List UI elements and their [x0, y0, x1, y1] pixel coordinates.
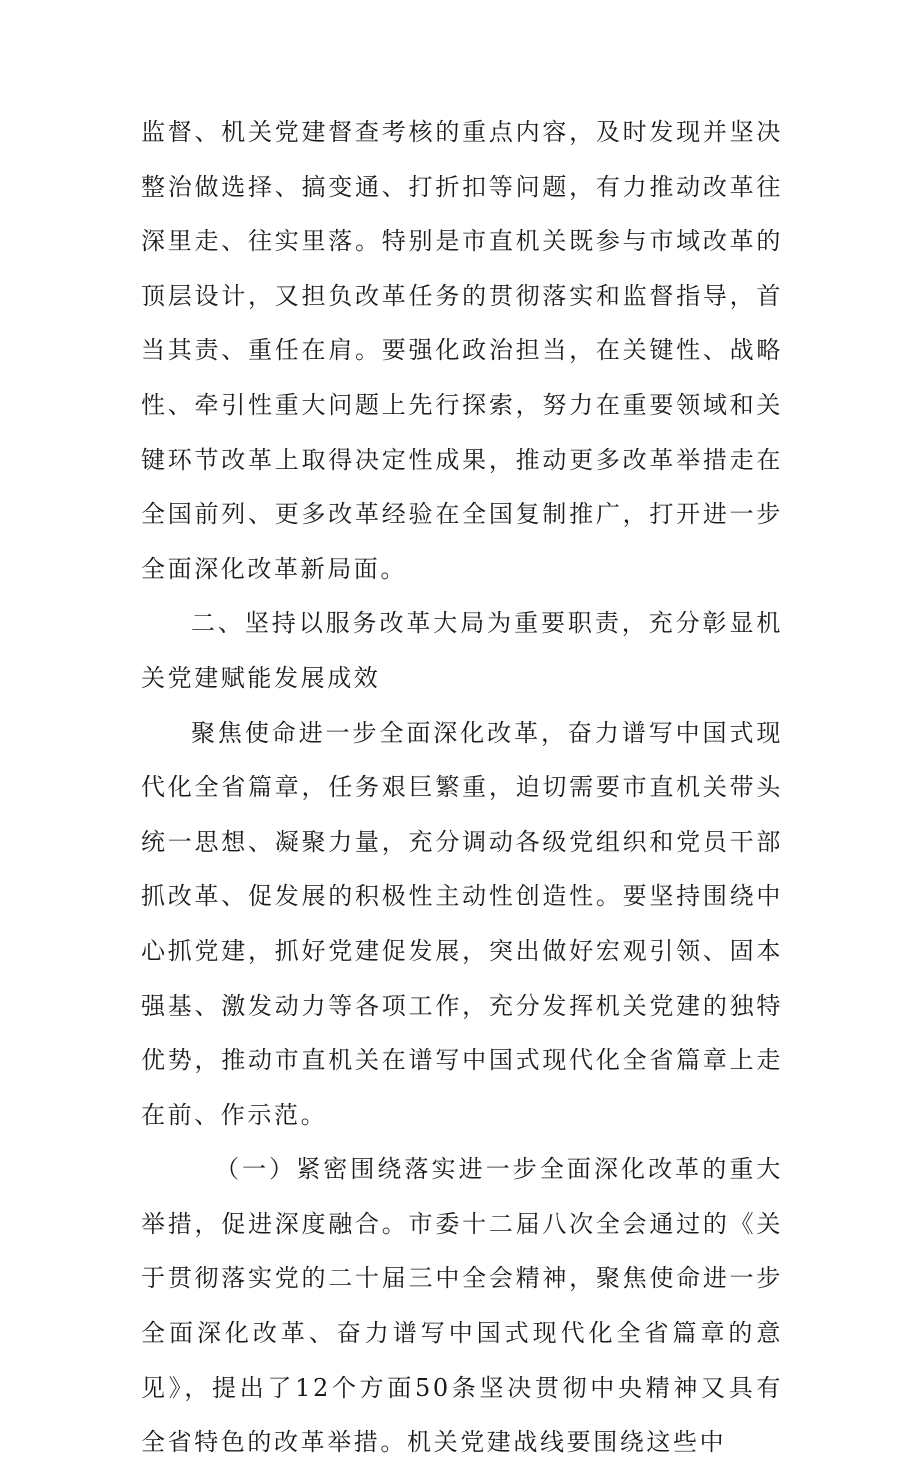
- paragraph-body: 聚焦使命进一步全面深化改革，奋力谱写中国式现代化全省篇章，任务艰巨繁重，迫切需要市直机关带头统一思想、凝聚力量，充分调动各级党组织和党员干部抓改革、促发展的积极性主动性创造性。要坚持围绕中心抓党建，抓好党建促发展，突出做好宏观引领、固本强基、激发动力等各项工作，充分发挥机关党建的独特优势，推动市直机关在谱写中国式现代化全省篇章上走在前、作示范。: [141, 718, 783, 1129]
- document-body: [141, 105, 783, 1470]
- paragraph-continuation: 监督、机关党建督查考核的重点内容，及时发现并坚决整治做选择、搞变通、打折扣等问题，有力推动改革往深里走、往实里落。特别是市直机关既参与市域改革的顶层设计，又担负改革任务的贯彻落实和监督指导，首当其责、重任在肩。要强化政治担当，在关键性、战略性、牵引性重大问题上先行探索，努力在重要领域和关键环节改革上取得决定性成果，推动更多改革举措走在全国前列、更多改革经验在全国复制推广，打开进一步全面深化改革新局面。: [141, 118, 783, 583]
- subsection-paragraph: （一）紧密围绕落实进一步全面深化改革的重大举措，促进深度融合。市委十二届八次全会通过的《关于贯彻落实党的二十届三中全会精神，聚焦使命进一步全面深化改革、奋力谱写中国式现代化全省篇章的意见》，提出了12个方面50条坚决贯彻中央精神又具有全省特色的改革举措。机关党建战线要围绕这些中: [141, 1155, 783, 1457]
- section-heading: 二、坚持以服务改革大局为重要职责，充分彰显机关党建赋能发展成效: [141, 609, 783, 692]
